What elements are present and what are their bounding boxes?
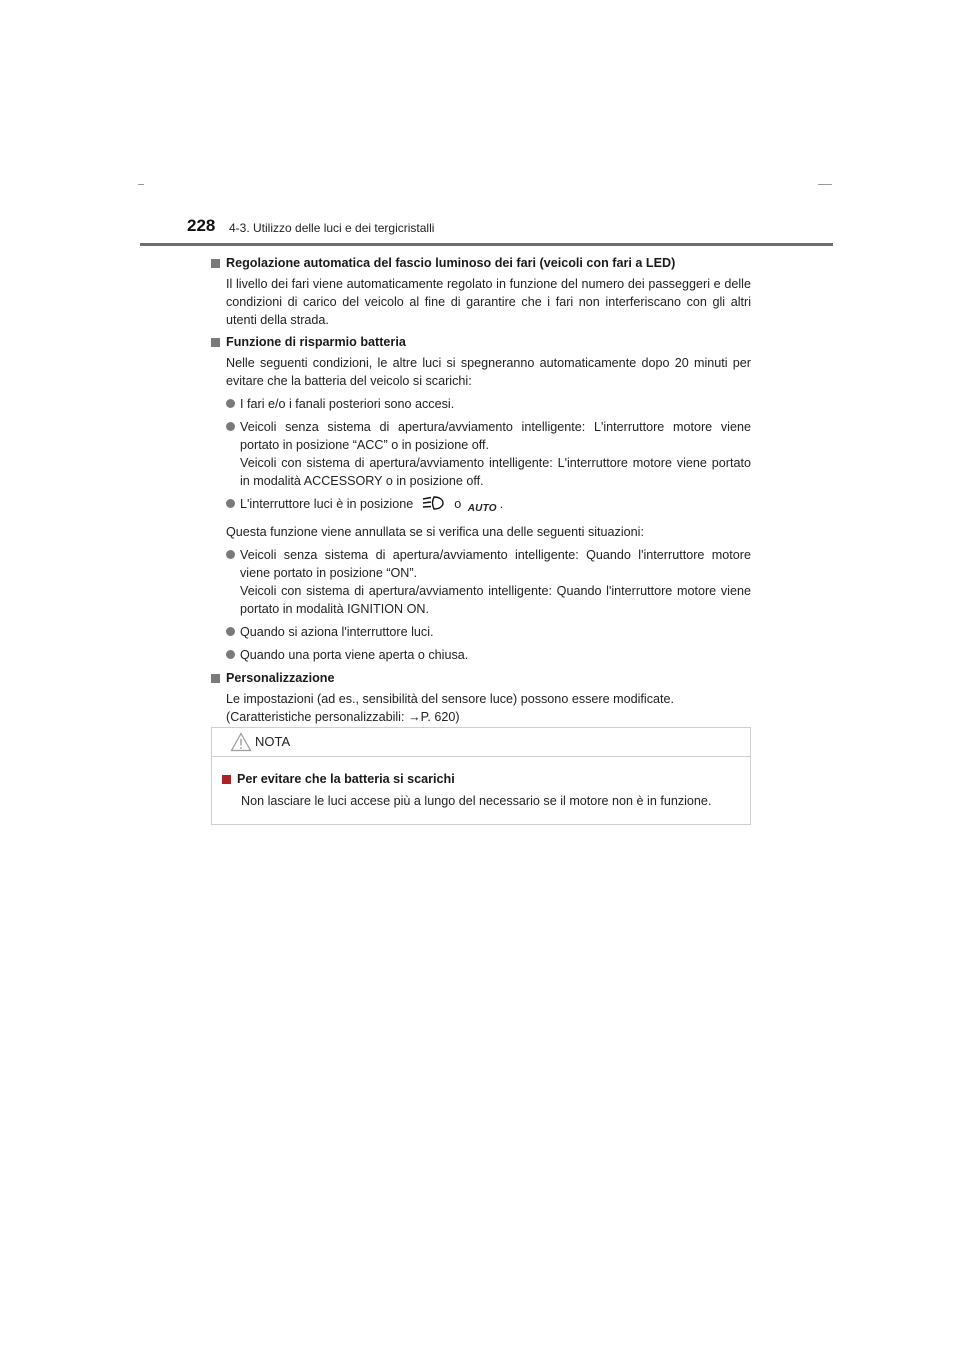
notice-body: [222, 770, 747, 810]
paragraph-auto-leveling: Il livello dei fari viene automaticamente regolato in funzione del numero dei passeggeri e delle condizioni di carico del veicolo al fine di garantire che i fari non interferiscano con gli altri utenti della strada.: [226, 277, 751, 327]
list-item-text: Veicoli con sistema di apertura/avviamento intelligente: Quando l'interruttore motore viene portato in modalità IGNITION ON.: [240, 584, 751, 616]
notice-header: [212, 728, 750, 757]
crop-mark-right: [818, 184, 832, 185]
list-item-text: Veicoli con sistema di apertura/avviamento intelligente: L'interruttore motore viene portato in modalità ACCESSORY o in posizione off.: [240, 456, 751, 488]
list-item-text: L'interruttore luci è in posizione: [240, 497, 414, 511]
heading-battery-saver: Funzione di risparmio batteria: [211, 333, 751, 351]
list-item: I fari e/o i fanali posteriori sono accesi.: [211, 395, 751, 413]
list-item-text: o: [454, 497, 462, 511]
list-item: Quando si aziona l'interruttore luci.: [211, 623, 751, 641]
list-item: [211, 546, 751, 618]
list-item: [211, 418, 751, 490]
page-number: 228: [187, 216, 216, 235]
auto-icon: AUTO: [467, 503, 497, 514]
customization-reference: (Caratteristiche personalizzabili: →P. 620): [226, 710, 460, 724]
heading-customization: Personalizzazione: [211, 669, 751, 687]
section-title: 4-3. Utilizzo delle luci e dei tergicristalli: [229, 221, 435, 235]
customization-text: Le impostazioni (ad es., sensibilità del sensore luce) possono essere modificate.: [226, 692, 675, 706]
list-item-text: Veicoli senza sistema di apertura/avviamento intelligente: L'interruttore motore viene portato in posizione “ACC” o in posizione off.: [240, 420, 751, 452]
paragraph-customization: [211, 690, 751, 726]
notice-heading: Per evitare che la batteria si scarichi: [222, 770, 747, 788]
list-item-switch-position: [211, 495, 751, 518]
crop-mark-left: [138, 184, 144, 185]
paragraph-cancel-conditions: Questa funzione viene annullata se si verifica una delle seguenti situazioni:: [226, 525, 644, 539]
paragraph-battery-saver: Nelle seguenti condizioni, le altre luci si spegneranno automaticamente dopo 20 minuti per evitare che la batteria del veicolo si scarichi:: [226, 356, 751, 388]
header-rule: [140, 243, 833, 246]
list-item-text: .: [499, 497, 504, 511]
list-item: Quando una porta viene aperta o chiusa.: [211, 646, 751, 664]
page-header: [187, 216, 837, 240]
list-item-text: Veicoli senza sistema di apertura/avviamento intelligente: Quando l'interruttore motore viene portato in posizione “ON”.: [240, 548, 751, 580]
warning-triangle-icon: [230, 732, 252, 757]
notice-text: Non lasciare le luci accese più a lungo del necessario se il motore non è in funzione.: [241, 794, 712, 808]
headlight-icon: [420, 495, 448, 516]
heading-auto-leveling: Regolazione automatica del fascio luminoso dei fari (veicoli con fari a LED): [211, 254, 751, 272]
notice-label: NOTA: [255, 734, 291, 749]
main-content: [211, 254, 751, 726]
notice-box: [211, 727, 751, 825]
